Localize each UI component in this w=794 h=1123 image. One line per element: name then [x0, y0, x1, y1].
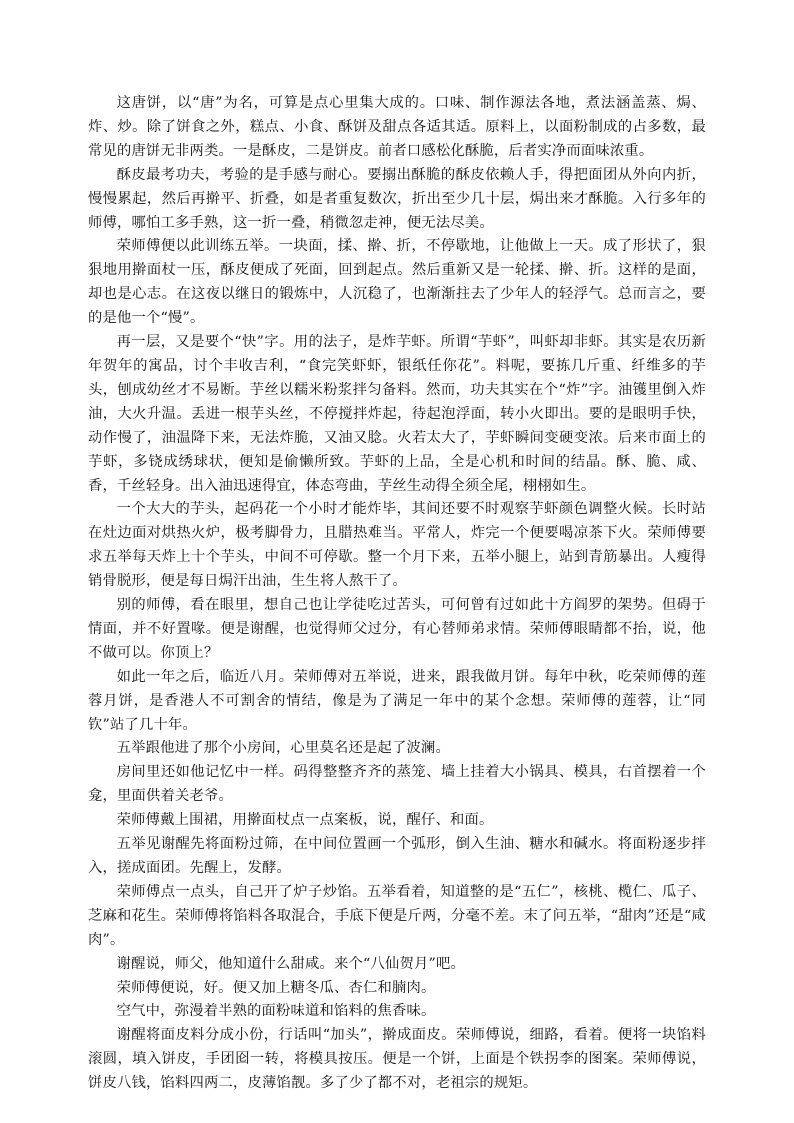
paragraph: 别的师傅，看在眼里，想自己也让学徒吃过苦头，可何曾有过如此十方阎罗的架势。但碍于情面，并不好置喙。便是谢醒，也觉得师父过分，有心替师弟求情。荣师傅眼睛都不抬，说，他不做可以。你顶上？ [88, 597, 706, 661]
paragraph: 荣师傅便以此训练五举。一块面，揉、擀、折，不停歇地，让他做上一天。成了形状了，狠狠地用擀面杖一压，酥皮便成了死面，回到起点。然后重新又是一轮揉、擀、折。这样的是面，却也是心志。在这夜以继日的锻炼中，人沉稳了，也渐渐拄去了少年人的轻浮气。总而言之，要的是他一个“慢”。 [88, 238, 706, 327]
paragraph: 荣师傅点一点头，自己开了炉子炒馅。五举看着，知道整的是“五仁”，核桃、榄仁、瓜子、芝麻和花生。荣师傅将馅料各取混合，手底下便是斤两，分毫不差。末了问五举，“甜肉”还是“咸肉”。 [88, 883, 706, 948]
paragraph: 谢醒将面皮料分成小份，行话叫“加头”，擀成面皮。荣师傅说，细路，看着。便将一块馅料滚圆，填入饼皮，手团囵一转，将模具按压。便是一个饼，上面是个铁拐李的图案。荣师傅说，饼皮八钱，馅料四两二，皮薄馅靓。多了少了都不对，老祖宗的规矩。 [88, 1027, 706, 1092]
paragraph: 荣师傅便说，好。便又加上糖冬瓜、杏仁和腩肉。 [116, 979, 436, 996]
paragraph: 如此一年之后，临近八月。荣师傅对五举说，进来，跟我做月饼。每年中秋，吃荣师傅的莲蓉月饼，是香港人不可割舍的情结，像是为了满足一年中的某个念想。荣师傅的莲蓉，让“同钦”站了几十年。 [88, 668, 706, 733]
paragraph: 五举跟他进了那个小房间，心里莫名还是起了波澜。 [116, 740, 451, 757]
paragraph: 房间里还如他记忆中一样。码得整整齐齐的蒸笼、墙上挂着大小锅具、模具，右首摆着一个龛，里面供着关老爷。 [88, 764, 706, 805]
paragraph: 荣师傅戴上围裙，用擀面杖点一点案板，说，醒仔、和面。 [116, 812, 494, 829]
paragraph: 酥皮最考功夫，考验的是手感与耐心。要搦出酥脆的酥皮依赖人手，得把面团从外向内折，慢慢累起，然后再擀平、折叠，如是者重复数次，折出至少几十层，焗出来才酥脆。入行多年的师傅，哪怕工多手熟，这一折一叠，稍微忽走神，便无法尽美。 [88, 166, 706, 231]
article-body [88, 92, 706, 1096]
paragraph: 这唐饼，以“唐”为名，可算是点心里集大成的。口味、制作源法各地，煮法涵盖蒸、焗、炸、炒。除了饼食之外，糕点、小食、酥饼及甜点各适其适。原料上，以面粉制成的占多数，最常见的唐饼无非两类。一是酥皮，二是饼皮。前者口感松化酥脆，后者实净而面味浓重。 [88, 95, 706, 159]
paragraph: 五举见谢醒先将面粉过筛，在中间位置画一个弧形，倒入生油、糖水和碱水。将面粉逐步拌入，搓成面团。先醒上，发酵。 [88, 836, 706, 876]
paragraph: 谢醒说，师父，他知道什么甜咸。来个“八仙贺月”吧。 [116, 955, 466, 972]
paragraph: 空气中，弥漫着半熟的面粉味道和馅料的焦香味。 [116, 1003, 436, 1020]
paragraph: 再一层，又是要个“快”字。用的法子，是炸芋虾。所谓“芋虾”，叫虾却非虾。其实是农历新年贺年的寓品，讨个丰收吉利，“食完笑虾虾，银纸任你花”。料呢，要拣几斤重、纤维多的芋头，刨成幼丝才不易断。芋丝以糯米粉浆拌匀备料。然而，功夫其实在个“炸”字。油镬里倒入炸油，大火升温。丢进一根芋头丝，不停搅拌炸起，待起泡浮面，转小火即出。要的是眼明手快，动作慢了，油温降下来，无法炸脆，又油又腍。火若太大了，芋虾瞬间变硬变浓。后来市面上的芋虾，多铙成绣球状，便知是偷懒所致。芋虾的上品，全是心机和时间的结晶。酥、脆、咸、香，千丝轻身。出入油迅速得宜，体态弯曲，芋丝生动得全须全尾，栩栩如生。 [88, 334, 706, 494]
paragraph: 一个大大的芋头，起码花一个小时才能炸毕，其间还要不时观察芋虾颜色调整火候。长时站在灶边面对烘热火炉，极考脚骨力，且腊热难当。平常人，炸完一个便要喝凉茶下火。荣师傅要求五举每天炸上十个芋头，中间不可停歇。整一个月下来，五举小腿上，站到青筋暴出。人瘦得销骨脱形，便是每日焗汗出油，生生将人熬干了。 [88, 501, 706, 590]
